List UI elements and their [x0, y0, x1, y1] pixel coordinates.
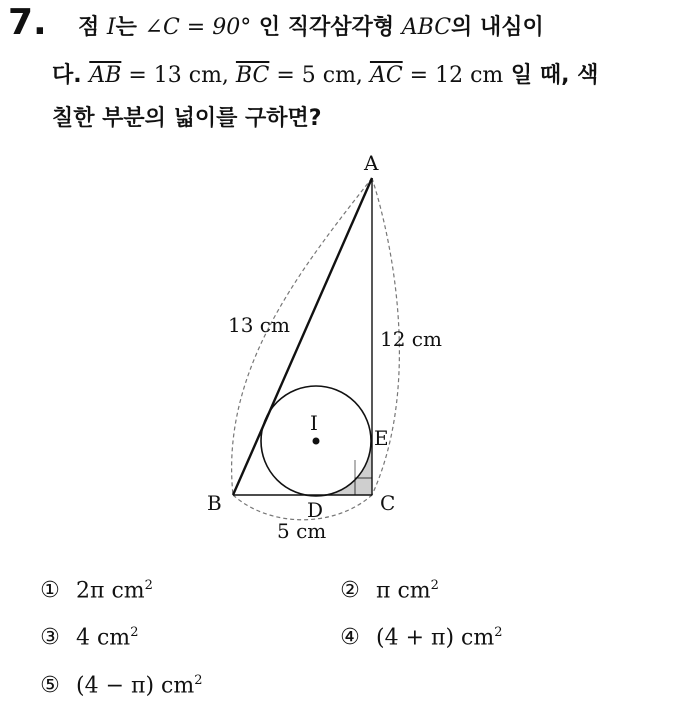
q1-angle: ∠C = 90°: [144, 15, 252, 40]
q2-AB-value: = 13 cm,: [121, 63, 236, 88]
choice-3-number: ③: [40, 625, 60, 651]
choice-1-text: 2π cm: [76, 578, 145, 604]
label-C: C: [380, 491, 396, 515]
choice-3-text: 4 cm: [76, 625, 131, 651]
q1-text-c: 인 직각삼각형: [251, 15, 402, 40]
question-number: 7.: [8, 2, 47, 43]
incenter-dot: [313, 438, 320, 445]
choice-5-sup: 2: [194, 673, 203, 688]
choice-4-sup: 2: [494, 625, 503, 640]
question-line-3: 칠한 부분의 넓이를 구하면?: [52, 106, 322, 131]
label-E: E: [374, 426, 389, 450]
choice-4-text: (4 + π) cm: [376, 625, 495, 651]
q2-segment-AC: $\overline{AC}$: [369, 63, 403, 88]
choice-1-sup: 2: [144, 578, 153, 593]
q1-text-a: 점: [78, 15, 107, 40]
choice-4[interactable]: [338, 625, 503, 650]
label-AC-length: 12 cm: [380, 327, 442, 351]
choice-1[interactable]: [38, 578, 153, 603]
label-AB-length: 13 cm: [228, 313, 290, 337]
q1-text-d: 의 내심이: [451, 15, 544, 40]
label-BC-length: 5 cm: [277, 519, 327, 543]
choice-2-text: π cm: [376, 578, 431, 604]
choice-5-number: ⑤: [40, 673, 60, 699]
q1-var-I: I: [106, 15, 116, 40]
choice-5[interactable]: [38, 673, 203, 698]
arc-BC: [233, 495, 372, 520]
choice-4-number: ④: [340, 625, 360, 651]
choice-3-sup: 2: [130, 625, 139, 640]
choice-2-sup: 2: [430, 578, 439, 593]
choice-5-text: (4 − π) cm: [76, 673, 195, 699]
q2-text-b: 일 때, 색: [503, 63, 599, 88]
choice-1-number: ①: [40, 578, 60, 604]
label-B: B: [207, 491, 222, 515]
choice-3[interactable]: [38, 625, 138, 650]
q2-segment-BC: $\overline{BC}$: [235, 63, 270, 88]
choice-2[interactable]: [338, 578, 439, 603]
q2-segment-AB: $\overline{AB}$: [89, 63, 122, 88]
q1-triangle-name: ABC: [401, 15, 452, 40]
q1-text-b: 는: [115, 15, 145, 40]
q2-AC-value: = 12 cm: [402, 63, 504, 88]
q2-BC-value: = 5 cm,: [269, 63, 370, 88]
q2-text-a: 다.: [52, 63, 90, 88]
label-A: A: [364, 151, 379, 175]
label-I: I: [310, 411, 318, 435]
choice-2-number: ②: [340, 578, 360, 604]
label-D: D: [307, 498, 324, 522]
